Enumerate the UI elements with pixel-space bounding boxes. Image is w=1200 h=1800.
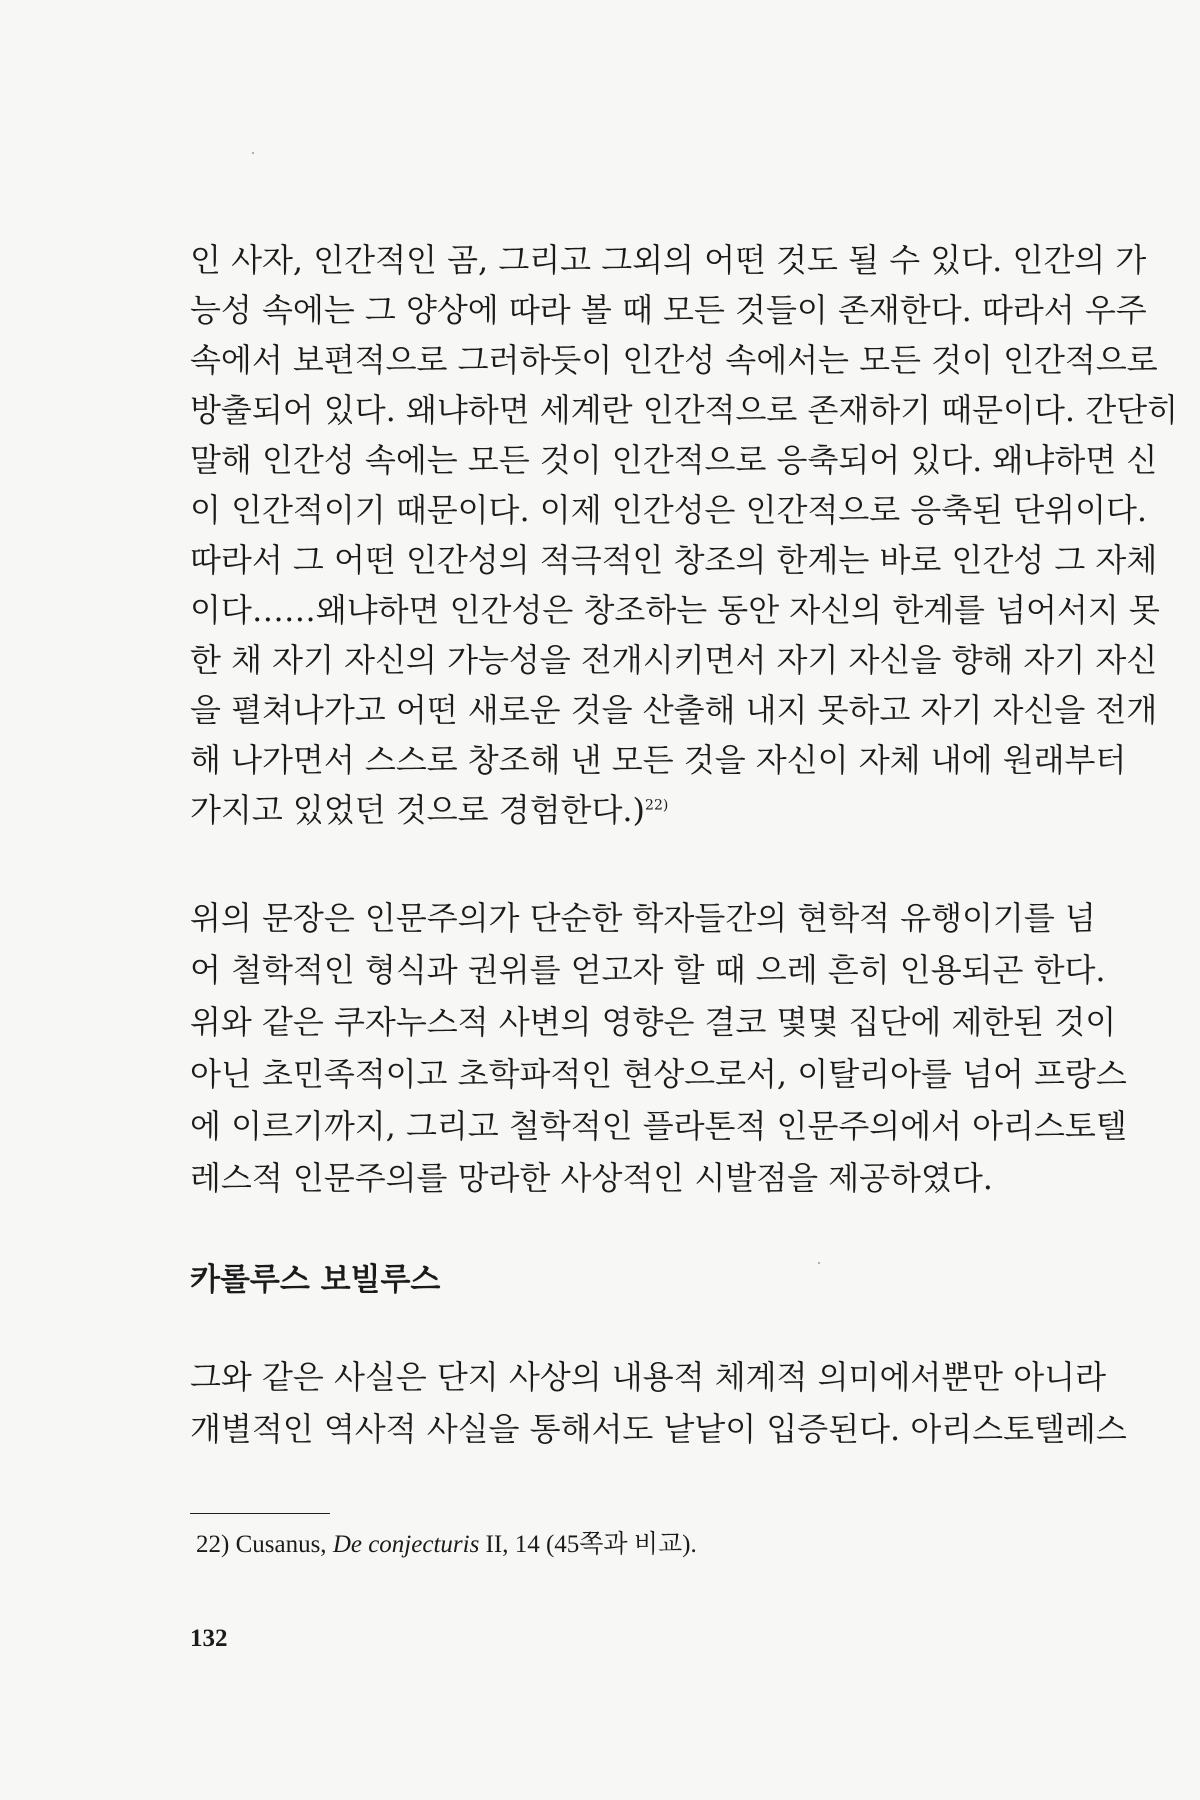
footnote-divider	[190, 1513, 330, 1514]
quote-line: 이 인간적이기 때문이다. 이제 인간성은 인간적으로 응축된 단위이다.	[190, 491, 1148, 529]
paragraph-line: 위의 문장은 인문주의가 단순한 학자들간의 현학적 유행이기를 넘	[190, 899, 1096, 937]
quote-line: 속에서 보편적으로 그러하듯이 인간성 속에서는 모든 것이 인간적으로	[190, 341, 1158, 379]
quote-line: 능성 속에는 그 양상에 따라 볼 때 모든 것들이 존재한다. 따라서 우주	[190, 291, 1147, 329]
scan-speck	[252, 152, 254, 154]
paragraph-line: 위와 같은 쿠자누스적 사변의 영향은 결코 몇몇 집단에 제한된 것이	[190, 1003, 1117, 1041]
quote-line: 인 사자, 인간적인 곰, 그리고 그외의 어떤 것도 될 수 있다. 인간의 가	[190, 241, 1147, 279]
paragraph-line: 그와 같은 사실은 단지 사상의 내용적 체계적 의미에서뿐만 아니라	[190, 1358, 1107, 1396]
quote-line: 말해 인간성 속에는 모든 것이 인간적으로 응축되어 있다. 왜냐하면 신	[190, 441, 1158, 479]
paragraph-line: 에 이르기까지, 그리고 철학적인 플라톤적 인문주의에서 아리스토텔	[190, 1107, 1127, 1145]
quote-line: 방출되어 있다. 왜냐하면 세계란 인간적으로 존재하기 때문이다. 간단히	[190, 391, 1178, 429]
footnote-reference-text: II, 14 (45쪽과 비교).	[485, 1531, 697, 1558]
paragraph-line: 레스적 인문주의를 망라한 사상적인 시발점을 제공하였다.	[190, 1159, 993, 1197]
quote-line: 이다……왜냐하면 인간성은 창조하는 동안 자신의 한계를 넘어서지 못	[190, 591, 1160, 629]
paragraph-line: 아닌 초민족적이고 초학파적인 현상으로서, 이탈리아를 넘어 프랑스	[190, 1055, 1127, 1093]
scan-speck	[818, 1262, 820, 1264]
quote-line: 해 나가면서 스스로 창조해 낸 모든 것을 자신이 자체 내에 원래부터	[190, 741, 1127, 779]
paragraph-line: 어 철학적인 형식과 권위를 얻고자 할 때 으레 흔히 인용되곤 한다.	[190, 951, 1106, 989]
quote-last-text: 가지고 있었던 것으로 경험한다.)	[190, 791, 646, 829]
paragraph-line: 개별적인 역사적 사실을 통해서도 낱낱이 입증된다. 아리스토텔레스	[190, 1410, 1127, 1448]
quote-last-line	[190, 788, 1050, 832]
section-heading: 카롤루스 보빌루스	[190, 1262, 441, 1298]
footnote-reference: 22)	[645, 797, 669, 814]
quote-line: 따라서 그 어떤 인간성의 적극적인 창조의 한계는 바로 인간성 그 자체	[190, 541, 1158, 579]
page-number: 132	[190, 1625, 228, 1652]
quote-line: 을 펼쳐나가고 어떤 새로운 것을 산출해 내지 못하고 자기 자신을 전개	[190, 691, 1158, 729]
footnote-work-title: De conjecturis	[332, 1531, 480, 1558]
footnote-number: 22)	[196, 1531, 230, 1558]
quote-line: 한 채 자기 자신의 가능성을 전개시키면서 자기 자신을 향해 자기 자신	[190, 641, 1158, 679]
footnote-author: Cusanus,	[235, 1531, 327, 1558]
footnote	[196, 1528, 697, 1562]
